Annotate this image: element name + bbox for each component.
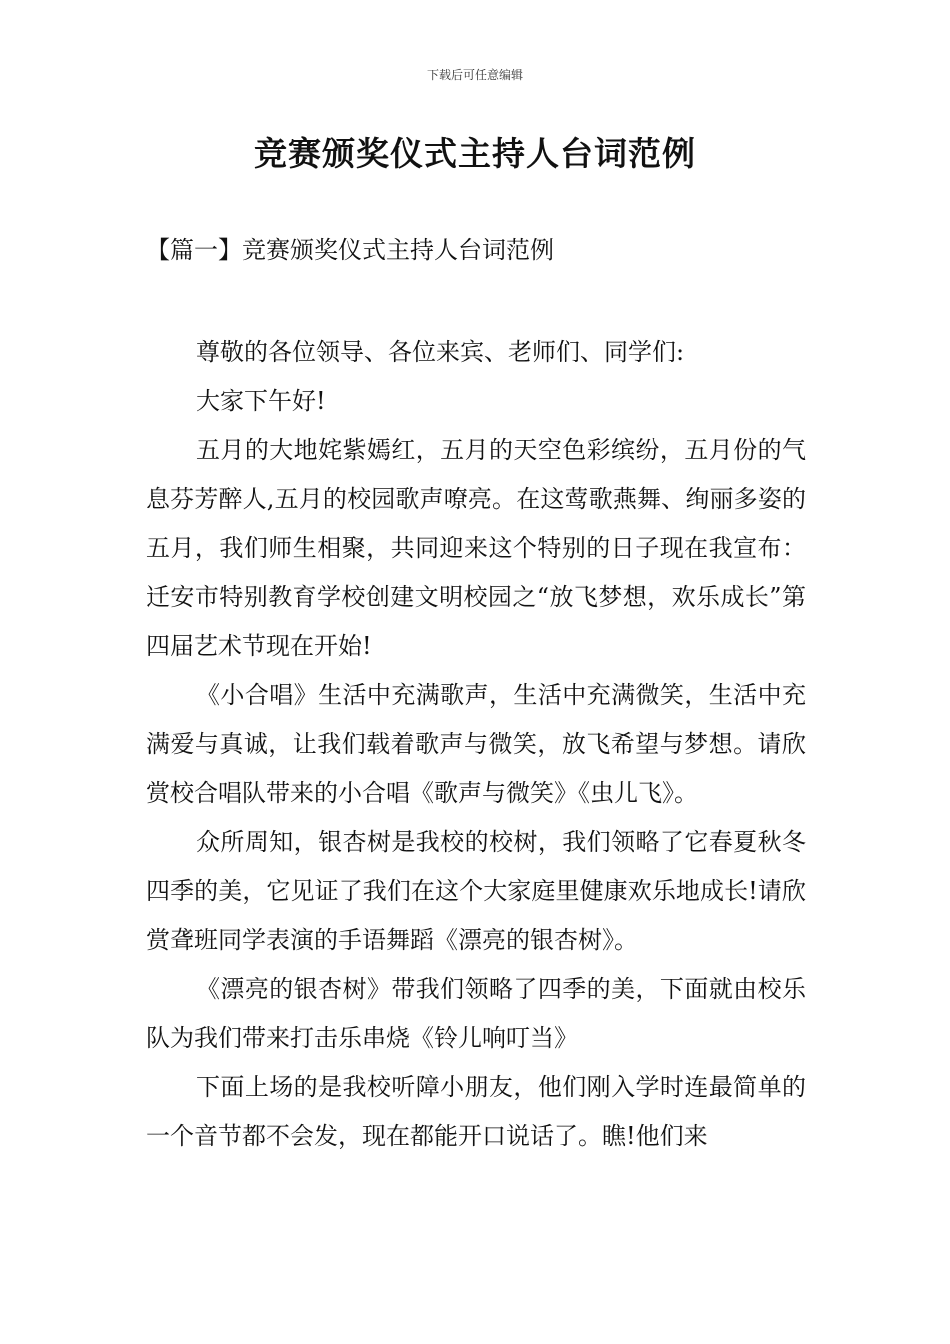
paragraph-hearing-impaired: 下面上场的是我校听障小朋友，他们刚入学时连最简单的一个音节都不会发，现在都能开口说话了。瞧!他们来 bbox=[146, 1073, 806, 1150]
paragraph-greeting: 尊敬的各位领导、各位来宾、老师们、同学们: bbox=[196, 338, 685, 366]
section-heading: 【篇一】竞赛颁奖仪式主持人台词范例 bbox=[146, 236, 554, 264]
paragraph-opening: 五月的大地姹紫嫣红，五月的天空色彩缤纷，五月份的气息芬芳醉人,五月的校园歌声嘹亮。在这莺歌燕舞、绚丽多姿的五月，我们师生相聚，共同迎来这个特别的日子现在我宣布：迁安市特别教育学校创建文明校园之“放飞梦想，欢乐成长”第四届艺术节现在开始! bbox=[146, 436, 806, 660]
paragraph-percussion: 《漂亮的银杏树》带我们领略了四季的美，下面就由校乐队为我们带来打击乐串烧《铃儿响叮当》 bbox=[146, 975, 806, 1052]
document-body bbox=[146, 328, 806, 1161]
document-title: 竞赛颁奖仪式主持人台词范例 bbox=[254, 134, 696, 173]
header-note: 下载后可任意编辑 bbox=[426, 68, 523, 82]
paragraph-ginkgo: 众所周知，银杏树是我校的校树，我们领略了它春夏秋冬四季的美，它见证了我们在这个大家庭里健康欢乐地成长!请欣赏聋班同学表演的手语舞蹈《漂亮的银杏树》。 bbox=[146, 828, 806, 954]
paragraph-chorus: 《小合唱》生活中充满歌声，生活中充满微笑，生活中充满爱与真诚，让我们载着歌声与微笑，放飞希望与梦想。请欣赏校合唱队带来的小合唱《歌声与微笑》《虫儿飞》。 bbox=[146, 681, 806, 807]
paragraph-good-afternoon: 大家下午好! bbox=[196, 387, 326, 415]
